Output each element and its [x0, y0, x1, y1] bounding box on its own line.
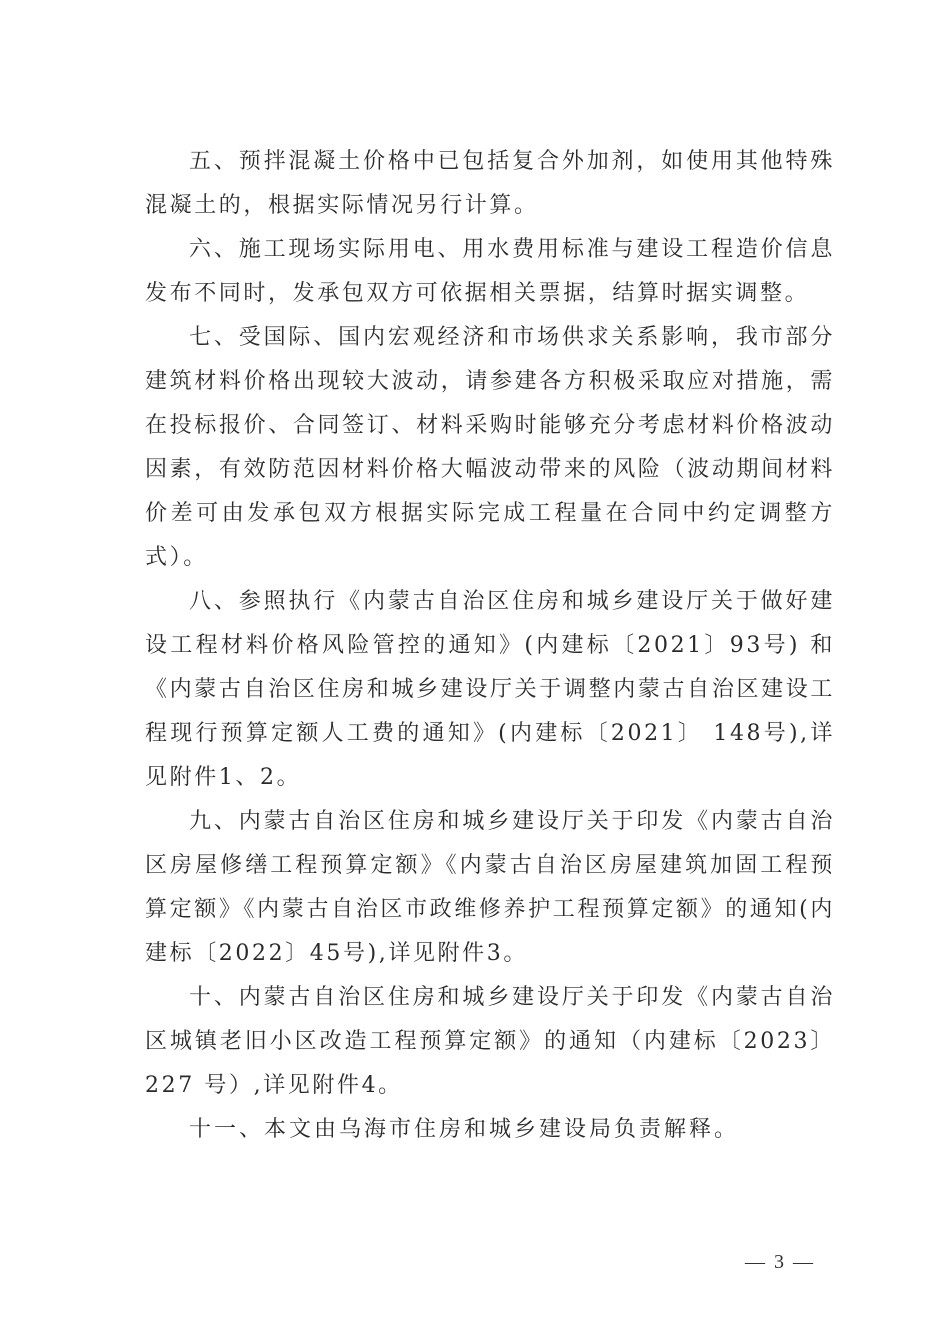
paragraph-10: 十、内蒙古自治区住房和城乡建设厅关于印发《内蒙古自治区城镇老旧小区改造工程预算定额》的通知（内建标〔2023〕227 号）,详见附件4。 — [145, 985, 835, 1098]
paragraph-5: 五、预拌混凝土价格中已包括复合外加剂，如使用其他特殊混凝土的，根据实际情况另行计算。 — [145, 149, 835, 218]
paragraph-7: 七、受国际、国内宏观经济和市场供求关系影响，我市部分建筑材料价格出现较大波动，请参建各方积极采取应对措施，需在投标报价、合同签订、材料采购时能够充分考虑材料价格波动因素，有效防范因材料价格大幅波动带来的风险（波动期间材料价差可由发承包双方根据实际完成工程量在合同中约定调整方式）。 — [145, 325, 835, 570]
paragraph-11: 十一、本文由乌海市住房和城乡建设局负责解释。 — [189, 1117, 740, 1142]
paragraph-8: 八、参照执行《内蒙古自治区住房和城乡建设厅关于做好建设工程材料价格风险管控的通知》(内建标〔2021〕93号) 和《内蒙古自治区住房和城乡建设厅关于调整内蒙古自治区建设工程现行预算定额人工费的通知》(内建标〔2021〕 148号),详见附件1、2。 — [145, 589, 835, 790]
document-body — [145, 140, 835, 1152]
paragraph-6: 六、施工现场实际用电、用水费用标准与建设工程造价信息发布不同时，发承包双方可依据相关票据，结算时据实调整。 — [145, 237, 835, 306]
paragraph-9: 九、内蒙古自治区住房和城乡建设厅关于印发《内蒙古自治区房屋修缮工程预算定额》《内蒙古自治区房屋建筑加固工程预算定额》《内蒙古自治区市政维修养护工程预算定额》的通知(内建标〔2022〕45号),详见附件3。 — [145, 809, 835, 966]
page-number: — 3 — — [745, 1251, 815, 1273]
